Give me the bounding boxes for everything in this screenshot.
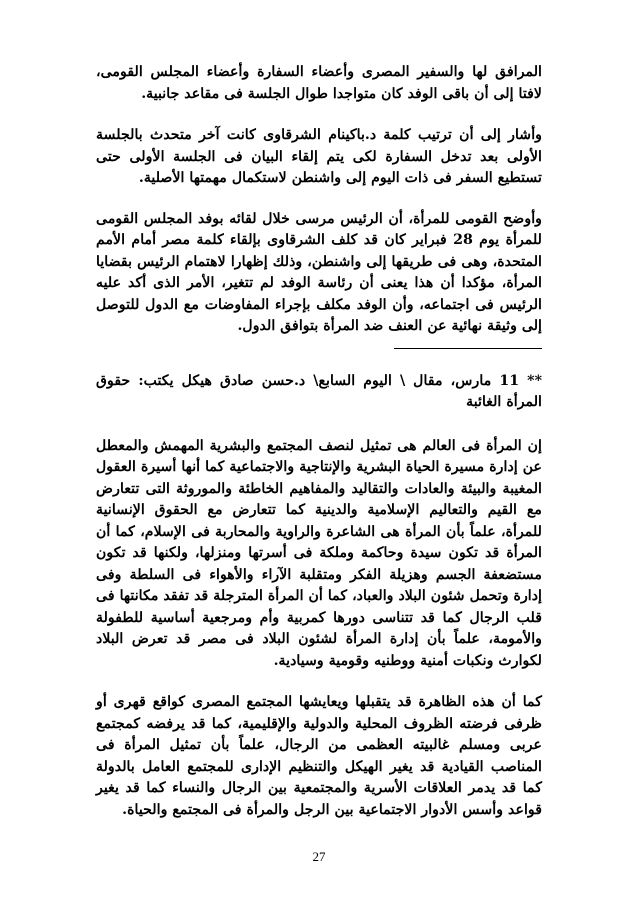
paragraph-delegation-seating: المرافق لها والسفير المصرى وأعضاء السفارة وأعضاء المجلس القومى، لافتا إلى أن باقى الوفد كان متواجدا طوال الجلسة فى مقاعد جانبية.: [96, 64, 542, 102]
page-body: [96, 62, 542, 821]
section-divider: [394, 348, 542, 349]
page-number: 27: [312, 849, 326, 864]
paragraph-president-meeting: وأوضح القومى للمرأة، أن الرئيس مرسى خلال لقائه بوفد المجلس القومى للمرأة يوم 28 فبراير كان قد كلف الشرقاوى بإلقاء كلمة مصر أمام الأمم المتحدة، وهى فى طريقها إلى واشنطن، وذلك إظهارا لاهتمام الرئيس بقضايا المرأة، مؤكدا أن هذا يعنى أن رئاسة الوفد لم تتغير، الأمر الذى أكد عليه الرئيس فى اجتماعه، وأن الوفد مكلف بإجراء المفاوضات مع الدول للتوصل إلى وثيقة نهائية عن العنف ضد المرأة بتوافق الدول.: [96, 210, 542, 334]
paragraph-women-role: إن المرأة فى العالم هى تمثيل لنصف المجتمع والبشرية المهمش والمعطل عن إدارة مسيرة الحياة البشرية والإنتاجية والاجتماعية كما أنها أسيرة العقول المغيبة والبيئة والعادات والتقاليد والمفاهيم الخاطئة والموروثة التى تتعارض مع القيم والتعاليم الإسلامية والدينية كما تتعارض مع الحقوق الإنسانية للمرأة، علماً بأن المرأة هى الشاعرة والراوية والمحاربة فى الإسلام، كما أن المرأة قد تكون سيدة وحاكمة وملكة فى أسرتها ومنزلها، ولكنها قد تكون مستضعفة الجسم وهزيلة الفكر ومتقلبة الآراء والأهواء فى السلطة وفى إدارة وتحمل شئون البلاد والعباد، كما أن المرأة المترجلة قد تفقد مكانتها فى قلب الرجال كما قد تتناسى دورها كمربية وأم ومرجعية أساسية للطفولة والأمومة، علماً بأن إدارة المرأة لشئون البلاد فى مصر قد تعرض البلاد لكوارث ونكبات أمنية ووطنيه وقومية وسيادية.: [96, 437, 542, 669]
paragraph-phenomenon: كما أن هذه الظاهرة قد يتقبلها ويعايشها المجتمع المصرى كواقع قهرى أو ظرفى فرضته الظروف المحلية والدولية والإقليمية، كما قد يرفضه كمجتمع عربى ومسلم غالبيته العظمى من الرجال، علماً بأن تمثيل المرأة فى المناصب القيادية قد يغير الهيكل والتنظيم الإدارى للمجتمع العامل بالدولة كما قد يدمر العلاقات الأسرية والمجتمعية بين الرجال والنساء كما قد يغير قواعد وأسس الأدوار الاجتماعية بين الرجل والمرأة فى المجتمع والحياة.: [96, 694, 542, 818]
article-byline: ** 11 مارس، مقال \ اليوم السابع\ د.حسن صادق هيكل يكتب: حقوق المرأة الغائبة: [96, 372, 542, 410]
paragraph-speech-order: وأشار إلى أن ترتيب كلمة د.باكينام الشرقاوى كانت آخر متحدث بالجلسة الأولى بعد تدخل السفارة لكى يتم إلقاء البيان فى الجلسة الأولى حتى تستطيع السفر فى ذات اليوم إلى واشنطن لاستكمال مهمتها الأصلية.: [96, 127, 542, 186]
